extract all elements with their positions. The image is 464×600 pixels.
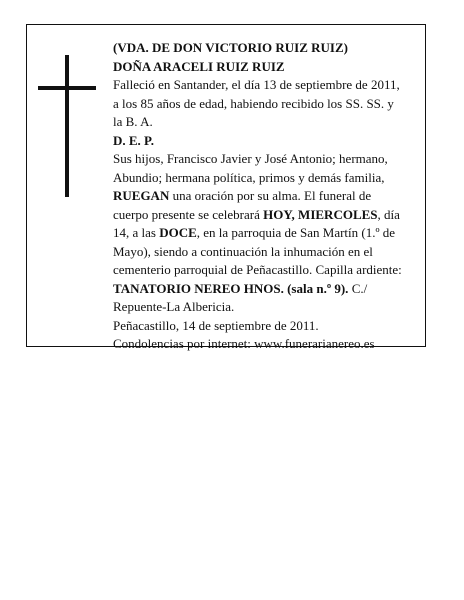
dep-abbreviation: D. E. P. — [113, 132, 155, 148]
family-line: Sus hijos, Francisco Javier y José Antonio; hermano, — [113, 151, 388, 166]
ruegan-line — [113, 187, 421, 206]
tanatorio-line — [113, 280, 421, 299]
tanatorio-rest: C./ — [348, 280, 368, 296]
tanatorio-name: TANATORIO NEREO HNOS. (sala n.º 9). — [113, 280, 349, 296]
place-date: Peñacastillo, 14 de septiembre de 2011. — [113, 317, 319, 333]
ruegan-rest: una oración por su alma. El funeral de — [169, 188, 372, 203]
obituary-notice — [26, 24, 426, 351]
death-line: a los 85 años de edad, habiendo recibido los SS. SS. y — [113, 95, 394, 111]
cross-post — [65, 55, 69, 197]
obituary-text — [113, 39, 421, 354]
funeral-line: cementerio parroquial de Peñacastillo. Capilla ardiente: — [113, 262, 402, 277]
funeral-time: DOCE — [159, 225, 197, 240]
funeral-day: HOY, MIERCOLES — [263, 206, 378, 222]
death-line: la B. A. — [113, 114, 153, 129]
funeral-text: , en la parroquia de San Martín (1.º de — [196, 225, 396, 240]
funeral-text: , día — [377, 206, 400, 222]
funeral-line: Mayo), siendo a continuación la inhumación en el — [113, 243, 373, 259]
cross-beam — [38, 86, 96, 90]
deceased-prefix: (VDA. DE DON VICTORIO RUIZ RUIZ) — [113, 40, 348, 55]
death-line: Falleció en Santander, el día 13 de septiembre de 2011, — [113, 77, 400, 92]
street-address: Repuente-La Albericia. — [113, 299, 235, 314]
deceased-name: DOÑA ARACELI RUIZ RUIZ — [113, 58, 285, 74]
funeral-line — [113, 224, 421, 243]
ruegan-word: RUEGAN — [113, 188, 170, 203]
condolences-line: Condolencias por internet: www.funerarianereo.es — [113, 336, 375, 351]
latin-cross-icon — [38, 55, 96, 197]
funeral-line — [113, 206, 421, 225]
funeral-text: cuerpo presente se celebrará — [113, 206, 264, 222]
funeral-text: 14, a las — [113, 225, 160, 240]
family-line: Abundio; hermana política, primos y demás familia, — [113, 169, 385, 185]
